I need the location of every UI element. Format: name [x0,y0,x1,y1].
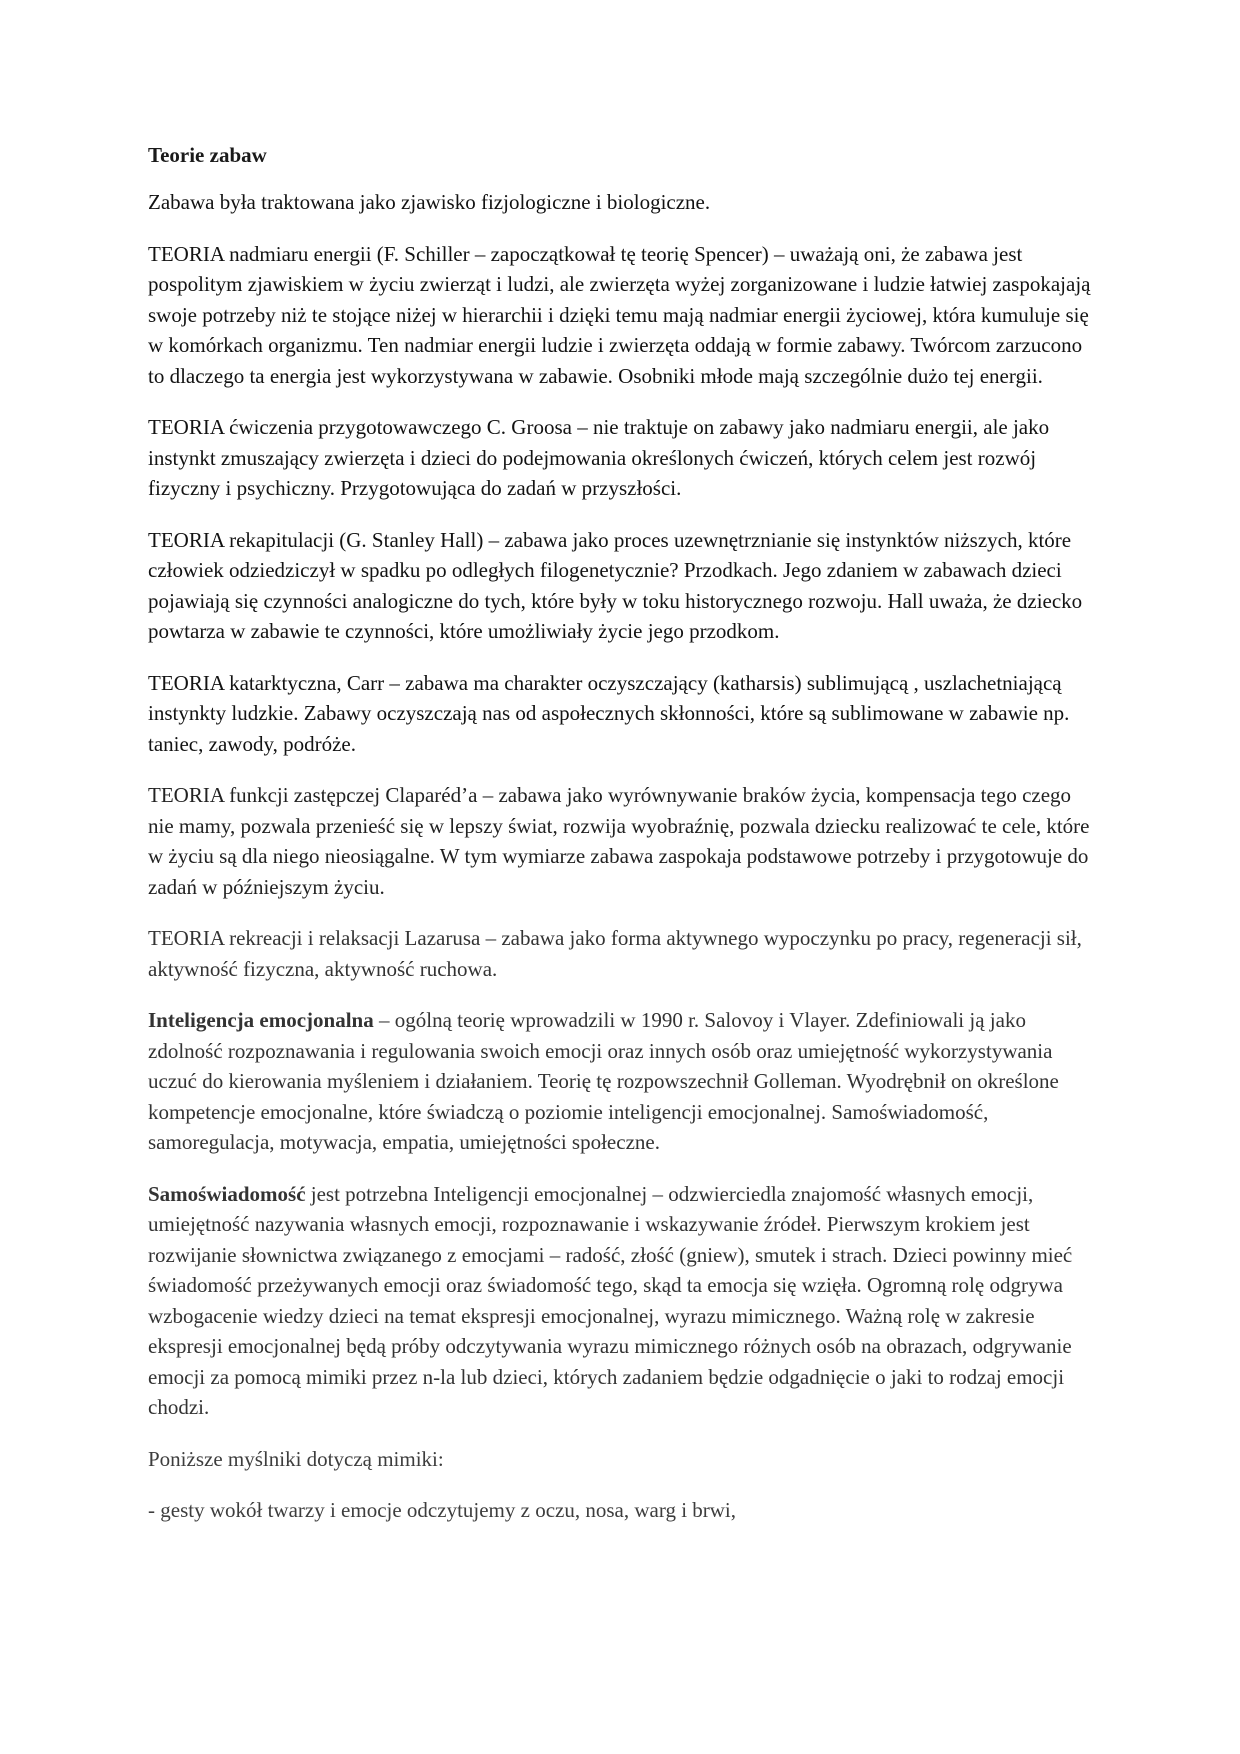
paragraph-text: Zabawa była traktowana jako zjawisko fizjologiczne i biologiczne. [148,190,711,214]
paragraph-mimicry-intro [148,1444,1098,1475]
paragraph-theory-cathartic [148,668,1098,760]
document-page [148,140,1098,1547]
paragraph-text: - gesty wokół twarzy i emocje odczytujemy z oczu, nosa, warg i brwi, [148,1498,737,1522]
paragraph-text: TEORIA rekreacji i relaksacji Lazarusa – zabawa jako forma aktywnego wypoczynku po pracy, regeneracji sił, aktywność fizyczna, aktywność ruchowa. [148,926,1082,981]
paragraph-text: TEORIA funkcji zastępczej Claparéd’a – zabawa jako wyrównywanie braków życia, kompensacja tego czego nie mamy, pozwala przenieść się w lepszy świat, rozwija wyobraźnię, pozwala dziecku realizować te cele, które w życiu są dla niego nieosiągalne. W tym wymiarze zabawa zaspokaja podstawowe potrzeby i przygotowuje do zadań w późniejszym życiu. [148,783,1090,899]
paragraph-lead: Samoświadomość [148,1181,306,1206]
paragraph-text: TEORIA rekapitulacji (G. Stanley Hall) – zabawa jako proces uzewnętrznianie się instynktów niższych, które człowiek odziedziczył w spadku po odległych filogenetycznie? Przodkach. Jego zdaniem w zabawach dzieci pojawiają się czynności analogiczne do tych, które były w toku historycznego rozwoju. Hall uważa, że dziecko powtarza w zabawie te czynności, które umożliwiały życie jego przodkom. [148,527,1083,643]
paragraph-text: TEORIA nadmiaru energii (F. Schiller – zapoczątkował tę teorię Spencer) – uważają oni, że zabawa jest pospolitym zjawiskiem w życiu zwierząt i ludzi, ale zwierzęta wyżej zorganizowane i ludzie łatwiej zaspokajają swoje potrzeby niż te stojące niżej w hierarchii i dzięki temu mają nadmiar energii życiowej, która kumuluje się w komórkach organizmu. Ten nadmiar energii ludzie i zwierzęta oddają w formie zabawy. Twórcom zarzucono to dlaczego ta energia jest wykorzystywana w zabawie. Osobniki młode mają szczególnie dużo tej energii. [148,241,1091,388]
document-title: Teorie zabaw [148,143,267,167]
paragraph-emotional-intelligence [148,1005,1098,1158]
paragraph-theory-recreation [148,923,1098,984]
paragraph-theory-recapitulation [148,525,1098,647]
paragraph-text: – ogólną teorię wprowadzili w 1990 r. Salovoy i Vlayer. Zdefiniowali ją jako zdolność rozpoznawania i regulowania swoich emocji oraz innych osób oraz umiejętność wykorzystywania uczuć do kierowania myśleniem i działaniem. Teorię tę rozpowszechnił Golleman. Wyodrębnił on określone kompetencje emocjonalne, które świadczą o poziomie inteligencji emocjonalnej. Samoświadomość, samoregulacja, motywacja, empatia, umiejętności społeczne. [148,1008,1059,1154]
paragraph-text: TEORIA ćwiczenia przygotowawczego C. Groosa – nie traktuje on zabawy jako nadmiaru energii, ale jako instynkt zmuszający zwierzęta i dzieci do podejmowania określonych ćwiczeń, których celem jest rozwój fizyczny i psychiczny. Przygotowująca do zadań w przyszłości. [148,415,1050,500]
paragraph-self-awareness [148,1179,1098,1423]
paragraph-text: TEORIA katarktyczna, Carr – zabawa ma charakter oczyszczający (katharsis) sublimującą , uszlachetniającą instynkty ludzkie. Zabawy oczyszczają nas od aspołecznych skłonności, które są sublimowane w zabawie np. taniec, zawody, podróże. [148,670,1070,756]
paragraph-theory-substitute-function [148,780,1098,902]
paragraph-intro [148,187,1098,218]
paragraph-theory-preparatory-exercise [148,412,1098,504]
paragraph-text: jest potrzebna Inteligencji emocjonalnej – odzwierciedla znajomość własnych emocji, umiejętność nazywania własnych emocji, rozpoznawanie i wskazywanie źródeł. Pierwszym krokiem jest rozwijanie słownictwa związanego z emocjami – radość, złość (gniew), smutek i strach. Dzieci powinny mieć świadomość przeżywanych emocji oraz świadomość tego, skąd ta emocja się wzięła. Ogromną rolę odgrywa wzbogacenie wiedzy dzieci na temat ekspresji emocjonalnej, wyrazu mimicznego. Ważną rolę w zakresie ekspresji emocjonalnej będą próby odczytywania wyrazu mimicznego różnych osób na obrazach, odgrywanie emocji za pomocą mimiki przez n-la lub dzieci, których zadaniem będzie odgadnięcie o jaki to rodzaj emocji chodzi. [148,1181,1073,1419]
paragraph-lead: Inteligencja emocjonalna [148,1008,374,1032]
paragraph-text: Poniższe myślniki dotyczą mimiki: [148,1446,444,1471]
paragraph-theory-excess-energy [148,239,1098,392]
list-item-mimicry [148,1495,1098,1526]
